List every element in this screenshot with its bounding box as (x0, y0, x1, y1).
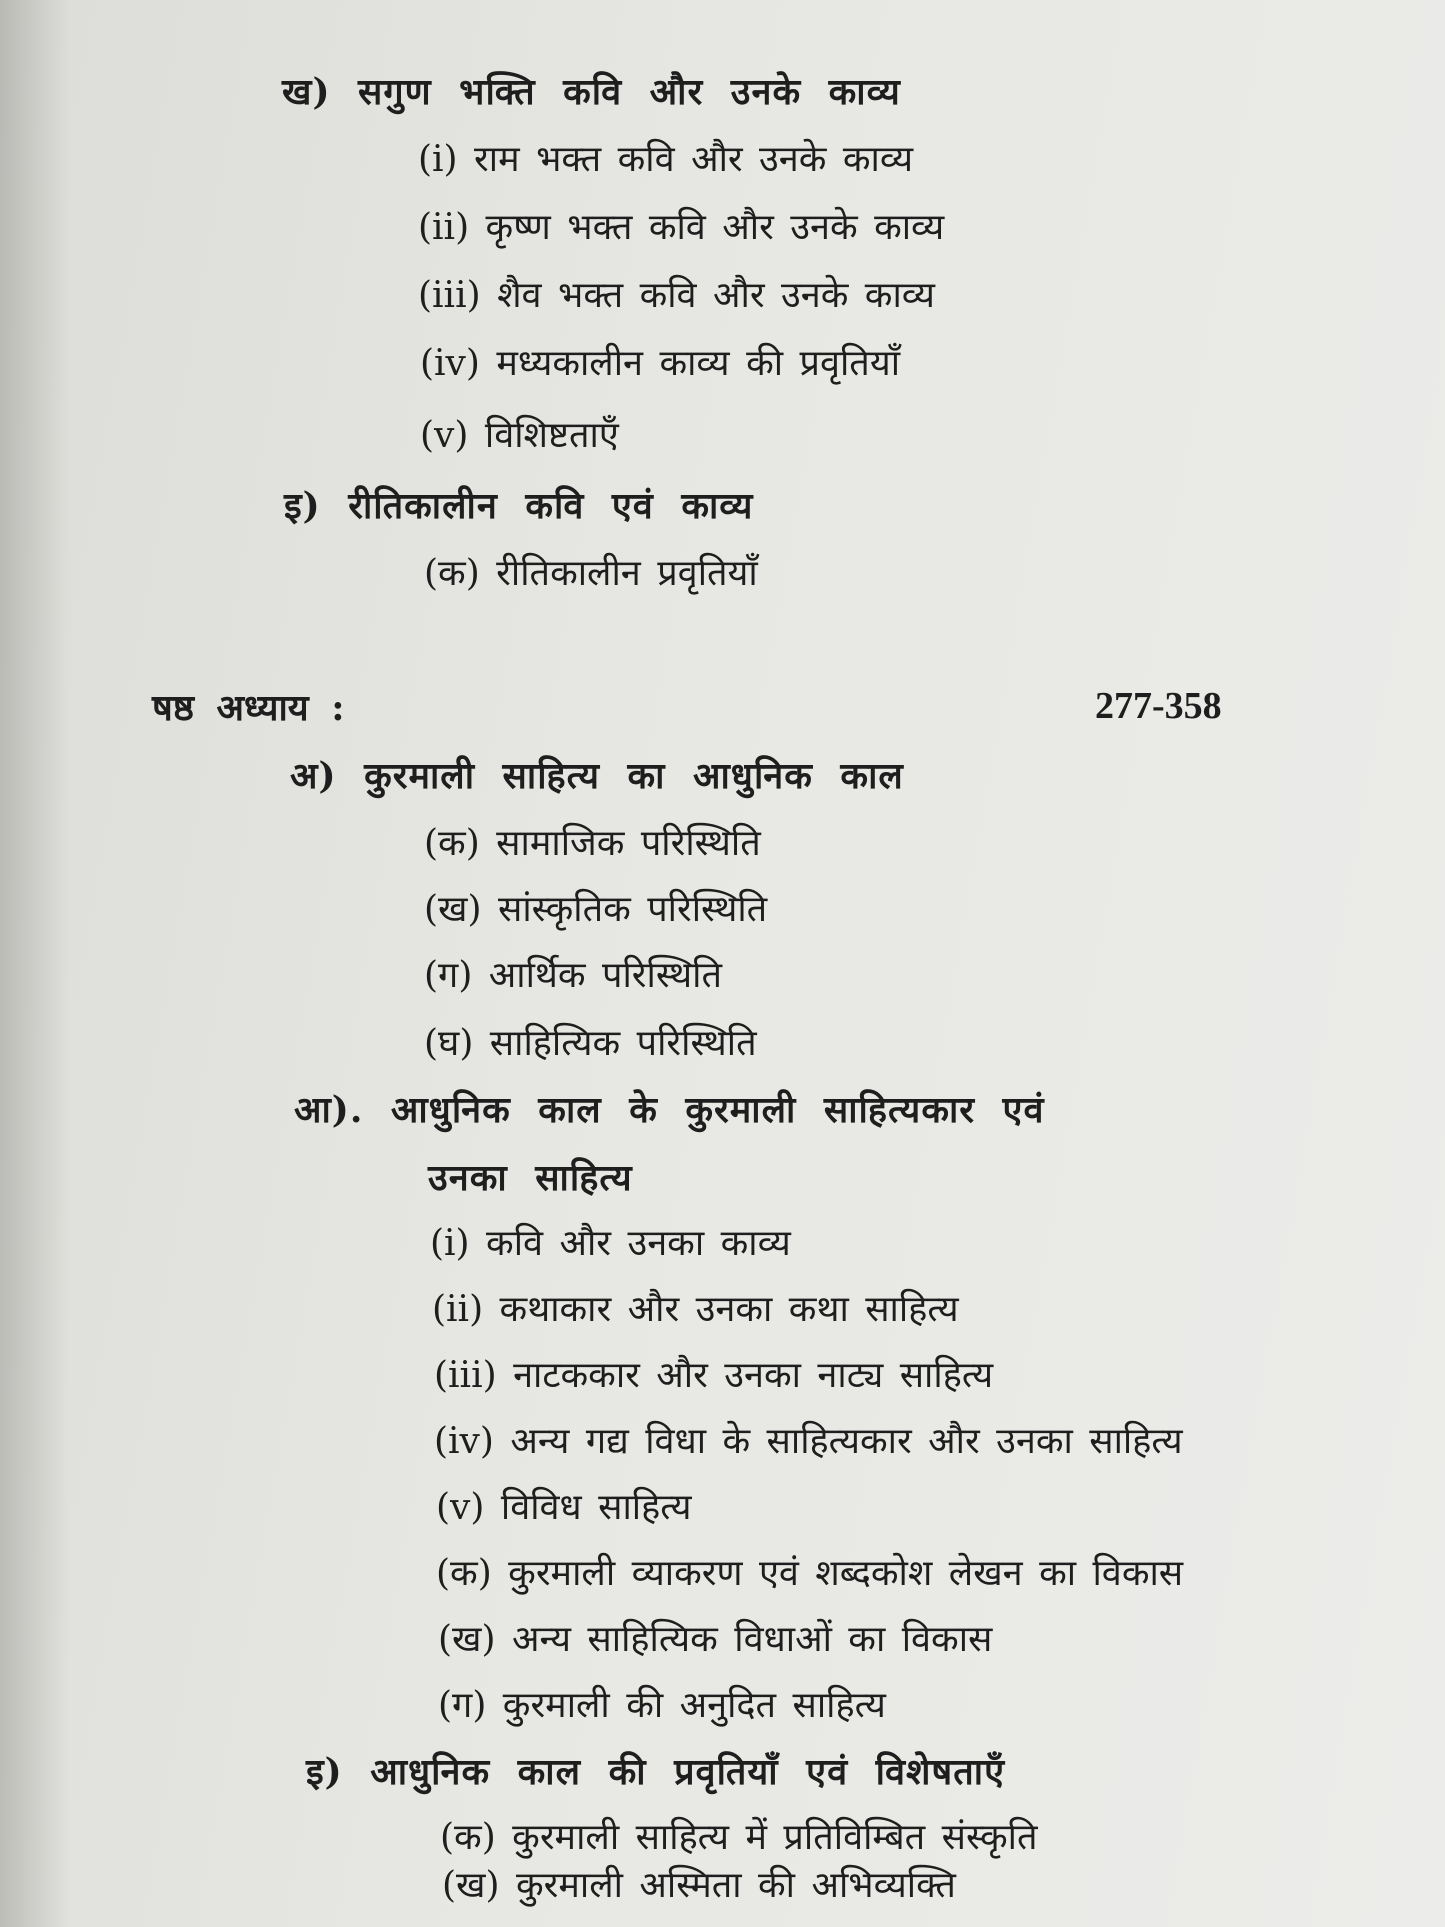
list-item: (ख) अन्य साहित्यिक विधाओं का विकास (438, 1619, 993, 1660)
list-item: (v) विविध साहित्य (436, 1487, 692, 1528)
list-item: (ग) कुरमाली की अनुदित साहित्य (438, 1685, 886, 1726)
list-item: (क) कुरमाली साहित्य में प्रतिविम्बित संस्कृति (440, 1817, 1038, 1858)
section-heading-aa-cont: उनका साहित्य (428, 1157, 633, 1199)
list-item: (ii) कथाकार और उनका कथा साहित्य (432, 1289, 959, 1330)
list-item: (iv) मध्यकालीन काव्य की प्रवृतियाँ (420, 343, 901, 384)
page-gutter-shadow (0, 0, 70, 1927)
list-item: (ख) सांस्कृतिक परिस्थिति (424, 889, 768, 930)
list-item: (ग) आर्थिक परिस्थिति (424, 955, 722, 996)
section-heading-a: अ) कुरमाली साहित्य का आधुनिक काल (290, 755, 904, 797)
chapter-title: षष्ठ अध्याय : (152, 687, 345, 729)
list-item: (iii) शैव भक्त कवि और उनके काव्य (418, 275, 935, 316)
list-item: (i) राम भक्त कवि और उनके काव्य (418, 139, 914, 180)
list-item: (v) विशिष्टताएँ (420, 415, 619, 456)
section-heading-kha: ख) सगुण भक्ति कवि और उनके काव्य (282, 71, 901, 113)
list-item: (क) कुरमाली व्याकरण एवं शब्दकोश लेखन का विकास (436, 1553, 1184, 1594)
list-item: (ख) कुरमाली अस्मिता की अभिव्यक्ति (442, 1865, 956, 1906)
list-item: (क) सामाजिक परिस्थिति (424, 823, 761, 864)
section-heading-aa: आ). आधुनिक काल के कुरमाली साहित्यकार एवं (294, 1089, 1045, 1131)
list-item: (घ) साहित्यिक परिस्थिति (424, 1023, 757, 1064)
list-item: (i) कवि और उनका काव्य (430, 1223, 791, 1264)
list-item: (iii) नाटककार और उनका नाट्य साहित्य (434, 1355, 994, 1396)
chapter-page-range: 277-358 (1095, 685, 1222, 727)
section-heading-i: इ) रीतिकालीन कवि एवं काव्य (284, 485, 754, 527)
list-item: (ii) कृष्ण भक्त कवि और उनके काव्य (418, 207, 945, 248)
list-item: (क) रीतिकालीन प्रवृतियाँ (424, 553, 758, 594)
list-item: (iv) अन्य गद्य विधा के साहित्यकार और उनका साहित्य (434, 1421, 1183, 1462)
section-heading-i-modern: इ) आधुनिक काल की प्रवृतियाँ एवं विशेषताएँ (306, 1751, 1005, 1793)
